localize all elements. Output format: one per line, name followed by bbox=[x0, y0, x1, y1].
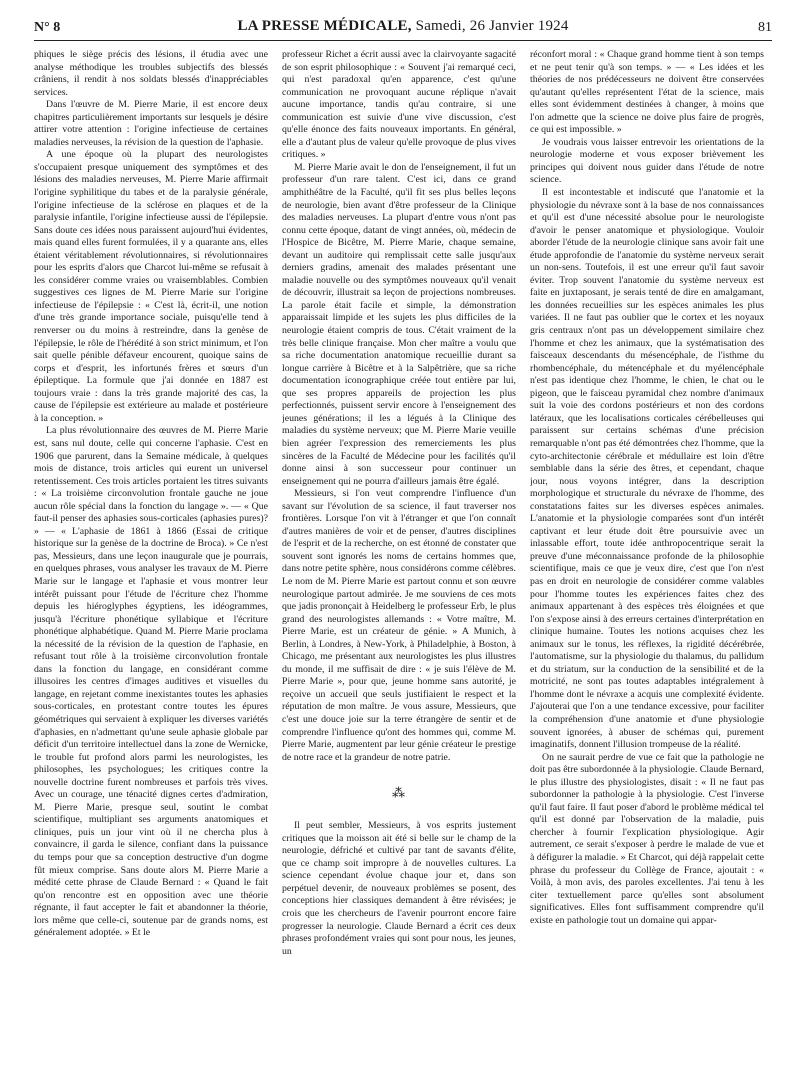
paragraph: Dans l'œuvre de M. Pierre Marie, il est encore deux chapitres particulièrement importants sur lesquels je désire attirer votre attention : l'origine infectieuse de certaines maladies nerveuses, la révision de la question de l'aphasie. bbox=[34, 99, 268, 148]
paragraph: phiques le siège précis des lésions, il étudia avec une analyse méthodique les troubles subjectifs des blessés crâniens, il rendit à nos soldats blessés d'inappréciables services. bbox=[34, 49, 268, 98]
paragraph: Il est incontestable et indiscuté que l'anatomie et la physiologie du névraxe sont à la base de nos connaissances et qu'il est d'une nécessité absolue pour le neurologiste d'avoir le penser anatomique et physiologique. Vouloir aborder l'étude de la neurologie clinique sans avoir fait une étude approfondie de l'anatomie du système nerveux serait un non-sens. Toutefois, il est une erreur qu'il faut savoir éviter. Trop souvent l'anatomie du système nerveux est faite en juxtaposant, je serais tenté de dire en amalgamant, les données recueillies sur les espèces animales les plus variées. Il ne faut pas oublier que le cortex et les noyaux gris centraux n'ont pas un développement similaire chez l'homme et chez les animaux, que la systématisation des faisceaux descendants du mésencéphale, de l'isthme du rhombencéphale, du métencéphale et du myélencéphale n'est pas identique chez l'homme, le chien, le chat ou le pigeon, que le faisceau pyramidal chez nombre d'animaux suit la voie des cordons postérieurs et non des cordons latéraux, que les localisations corticales cérébelleuses qui paraissent sur certains schémas d'une précision remarquable n'ont pas été démontrées chez l'homme, que la cyto-architectonie cérébrale et médullaire est loin d'être semblable dans la série des êtres, et cependant, chaque jour, nous voyons intégrer, dans la description morphologique et structurale du névraxe de l'homme, des constatations faites sur les diverses espèces animales. L'anatomie et la physiologie comparées sont d'un intérêt captivant et leur étude doit être poursuivie avec un inlassable effort, toute idée anthropocentrique serait la preuve d'une méconnaissance profonde de la philosophie scientifique, mais ce que je veux dire, c'est que l'on n'est pas en droit en neurologie de considérer comme valables pour l'homme toutes les expériences faites chez des animaux appartenant à des espèces très éloignées et que l'on s'expose ainsi à des erreurs certaines d'interprétation en clinique humaine. Toutes les notions acquises chez les animaux sur le tonus, les réflexes, la rigidité décérébrée, l'automatisme, sur la physiologie du thalamus, du pallidum et du striatum, sur la conduction de la sensibilité et de la motricité, ne sont pas toutes adaptables intégralement à l'homme dont le névraxe a acquis une complexité évidente. J'ajouterai que l'on a une tendance excessive, pour faciliter la compréhension d'une anatomie et d'une physiologie souvent ignorées, à abuser de schémas qui, purement imaginatifs, donnent l'illusion trompeuse de la réalité. bbox=[530, 187, 764, 751]
column-right bbox=[530, 49, 764, 1074]
running-title bbox=[34, 18, 772, 35]
issue-number: N° 8 bbox=[34, 20, 61, 35]
paragraph: On ne saurait perdre de vue ce fait que la pathologie ne doit pas être subordonnée à la physiologie. Claude Bernard, le plus illustre des physiologistes, disait : « Il ne faut pas subordonner la pathologie à la physiologie. C'est l'inverse qu'il faut faire. Il faut poser d'abord le problème médical tel qu'il est donné par l'observation de la maladie, puis chercher à fournir l'explication physiologique. Agir autrement, ce serait s'exposer à perdre le malade de vue et à défigurer la maladie. » Et Charcot, qui déjà rappelait cette phrase du professeur du Collège de France, ajoutait : « Voilà, à mon avis, des paroles excellentes. J'ai tenu à les citer textuellement parce qu'elles sont absolument significatives. Elles font suffisamment comprendre qu'il existe en pathologie tout un domaine qui appar- bbox=[530, 751, 764, 926]
paragraph: La plus révolutionnaire des œuvres de M. Pierre Marie est, sans nul doute, celle qui concerne l'aphasie. C'est en 1906 que parurent, dans la Semaine médicale, à quelques mois de distance, trois articles qui eurent un universel retentissement. Ces trois articles portaient les titres suivants : « La troisième circonvolution frontale gauche ne joue aucun rôle spécial dans la fonction du langage ». — « Que faut-il penser des aphasies sous-corticales (aphasies pures)? » — « L'aphasie de 1861 à 1866 (Essai de critique historique sur la genèse de la doctrine de Broca). » Ce n'est pas, Messieurs, dans une leçon inaugurale que je pourrais, en quelques phrases, vous analyser les travaux de M. Pierre Marie sur le langage et l'aphasie et vous montrer leur intérêt puissant pour l'étude de l'écriture chez l'homme depuis les hiéroglyphes égyptiens, les idéogrammes, jusqu'à l'écriture phonétique syllabique et l'écriture phonétique alphabétique. Quand M. Pierre Marie proclama la nécessité de la révision de la question de l'aphasie, en refusant tout rôle à la troisième circonvolution frontale dans la fonction du langage, en considérant comme illusoires les centres d'images auditives et visuelles du langage, en rejetant comme inexistantes toutes les aphasies sous-corticales, en protestant contre toutes les épures géométriques qui servaient à expliquer les diverses variétés d'aphasies, en n'admettant qu'une seule aphasie globale par déficit d'un territoire intellectuel dans la zone de Wernicke, le trouble fut profond alors parmi les neurologistes, les philosophes, les psychologues; les critiques contre la nouvelle doctrine furent nombreuses et parfois très vives. Avec un courage, une ténacité dignes certes d'admiration, M. Pierre Marie, presque seul, soutint le combat scientifique, multipliant ses arguments anatomiques et cliniques, puis un jour vint où il ne chercha plus à convaincre, il garda le silence, confiant dans la puissance du temps pour que sa conception destructive d'un dogme fût mieux comprise. Sans doute alors M. Pierre Marie a médité cette phrase de Claude Bernard : « Quand le fait qu'on rencontre est en opposition avec une théorie régnante, il faut accepter le fait et abandonner la théorie, lors même que celle-ci, soutenue par de grands noms, est généralement adoptée. » Et le bbox=[34, 425, 268, 939]
paragraph: M. Pierre Marie avait le don de l'enseignement, il fut un professeur d'un rare talent. C'est ici, dans ce grand amphithéâtre de la Faculté, qu'il fit ses plus belles leçons de neurologie, bien avant d'être professeur de la Clinique des maladies nerveuses. La plupart d'entre vous n'ont pas connu cette époque, datant de vingt années, où, médecin de l'Hospice de Bicêtre, M. Pierre Marie, chaque semaine, devant un auditoire qui remplissait cette salle jusqu'aux derniers gradins, amenait des malades présentant une maladie nouvelle ou des symptômes nouveaux qu'il venait de découvrir, illustrait sa leçon de projections nombreuses. La parole était facile et simple, la démonstration apparaissait limpide et les sujets les plus difficiles de la neurologie étaient compris de tous. C'était vraiment de la très belle clinique française. Mon cher maître a voulu que sa riche documentation anatomique recueillie durant sa longue carrière à Bicêtre et à la Salpêtrière, que sa riche documentation iconographique créée tout entière par lui, que ses propres appareils de projection les plus perfectionnés, puissent servir encore à l'enseignement des jeunes générations; il les a légués à la Clinique des maladies du système nerveux; que M. Pierre Marie veuille bien agréer l'expression des remerciements les plus sincères de la Faculté de Médecine pour les facilités qu'il donne ainsi à son successeur pour continuer un enseignement qui ne pourra d'ailleurs jamais être égalé. bbox=[282, 161, 516, 487]
section-separator: ⁂ bbox=[392, 785, 406, 801]
paragraph: Messieurs, si l'on veut comprendre l'influence d'un savant sur l'évolution de sa science, il faut traverser nos frontières. Lorsque l'on vit à l'étranger et que l'on connaît d'autres manières de voir et de penser, d'autres disciplines de l'esprit et de la recherche, on est étonné de constater que souvent sont ignorés les noms de certains hommes que, dans notre petite sphère, nous considérons comme célèbres. Le nom de M. Pierre Marie est partout connu et son œuvre neurologique partout admirée. Je me souviens de ces mots que jadis prononçait à Heidelberg le professeur Erb, le plus grand des neurologistes allemands : « Votre maître, M. Pierre Marie, est un créateur de génie. » A Munich, à Berlin, à Londres, à New-York, à Philadelphie, à Boston, à Chicago, me présentant aux neurologistes les plus illustres du monde, il me suffisait de dire : « je suis l'élève de M. Pierre Marie », pour que, jeune homme sans autorité, je reçoive un accueil que seuls justifiaient le respect et la réputation de mon maître. Je vous assure, Messieurs, que c'est une douce joie sur la terre étrangère de sentir et de comprendre l'influence qu'ont des hommes qui, comme M. Pierre Marie, augmentent par leur génie créateur le prestige de notre race et la grandeur de notre patrie. bbox=[282, 488, 516, 763]
paragraph: A une époque où la plupart des neurologistes s'occupaient presque uniquement des symptômes et des lésions des maladies nerveuses, M. Pierre Marie affirmait l'origine syphilitique du tabes et de la paralysie générale, l'origine infectieuse de la sclérose en plaques et de la paralysie infantile, l'origine infectieuse aussi de l'épilepsie. Sans doute ces idées nous paraissent aujourd'hui évidentes, mais quand elles furent formulées, il y a quarante ans, elles étaient véritablement révolutionnaires, si révolutionnaires pour les esprits d'alors que Charcot lui-même se refusait à les considérer comme vraies ou vraisemblables. Combien suggestives ces lignes de M. Pierre Marie sur l'origine infectieuse de l'épilepsie : « C'est là, écrit-il, une notion d'une très grande importance sociale, puisqu'elle tend à renverser ou du moins à restreindre, dans la genèse de l'épilepsie, le rôle de l'hérédité à son strict minimum, et l'on sait quelle pénible défaveur encourent, quoique sains de corps et d'esprit, les infortunés frères et sœurs d'un épileptique. La formule que j'ai donnée en 1887 est toujours vraie : dans la très grande majorité des cas, la cause de l'épilepsie est extérieure au malade et postérieure à la conception. » bbox=[34, 149, 268, 424]
page-number: 81 bbox=[758, 20, 772, 35]
header-rule bbox=[34, 40, 772, 41]
column-middle bbox=[282, 49, 516, 1074]
column-left bbox=[34, 49, 268, 1074]
paragraph: réconfort moral : « Chaque grand homme tient à son temps et ne peut tenir qu'à son temps. » — « Les idées et les théories de nos prédécesseurs ne doivent être conservées qu'autant qu'elles représentent l'état de la science, mais elles sont évidemment destinées à changer, à moins que l'on admette que la science ne doive plus faire de progrès, ce qui est impossible. » bbox=[530, 49, 764, 136]
issue-date: Samedi, 26 Janvier 1924 bbox=[411, 18, 569, 34]
paragraph: professeur Richet a écrit aussi avec la clairvoyante sagacité de son esprit philosophique : « Souvent j'ai remarqué ceci, qui n'est paradoxal qu'en apparence, c'est qu'une communication ne provoquant aucune réplique n'avait aucune importance, tandis qu'au contraire, si une communication est suivie d'une vive discussion, c'est qu'elle énonce des faits nouveaux importants. En général, elle a d'autant plus de valeur qu'elle provoque de plus vives critiques. » bbox=[282, 49, 516, 161]
journal-name: LA PRESSE MÉDICALE, bbox=[237, 18, 412, 34]
paragraph: Je voudrais vous laisser entrevoir les orientations de la neurologie moderne et vous exposer brièvement les principes qui doivent nous guider dans l'étude de notre science. bbox=[530, 136, 764, 186]
page-header bbox=[34, 18, 772, 38]
paragraph: Il peut sembler, Messieurs, à vos esprits justement critiques que la moisson ait été si belle sur le champ de la neurologie, défriché et cultivé par tant de savants d'élite, que ce champ soit impropre à de nouvelles cultures. La science cependant évolue chaque jour et, dans son perpétuel devenir, de nouveaux problèmes se posent, des conceptions hier classiques demandent à être révisées; je crois que les chercheurs de l'avenir pourront encore faire progresser la neurologie. Claude Bernard a écrit ces deux phrases profondément vraies qui sont pour nous, les jeunes, un bbox=[282, 820, 516, 957]
